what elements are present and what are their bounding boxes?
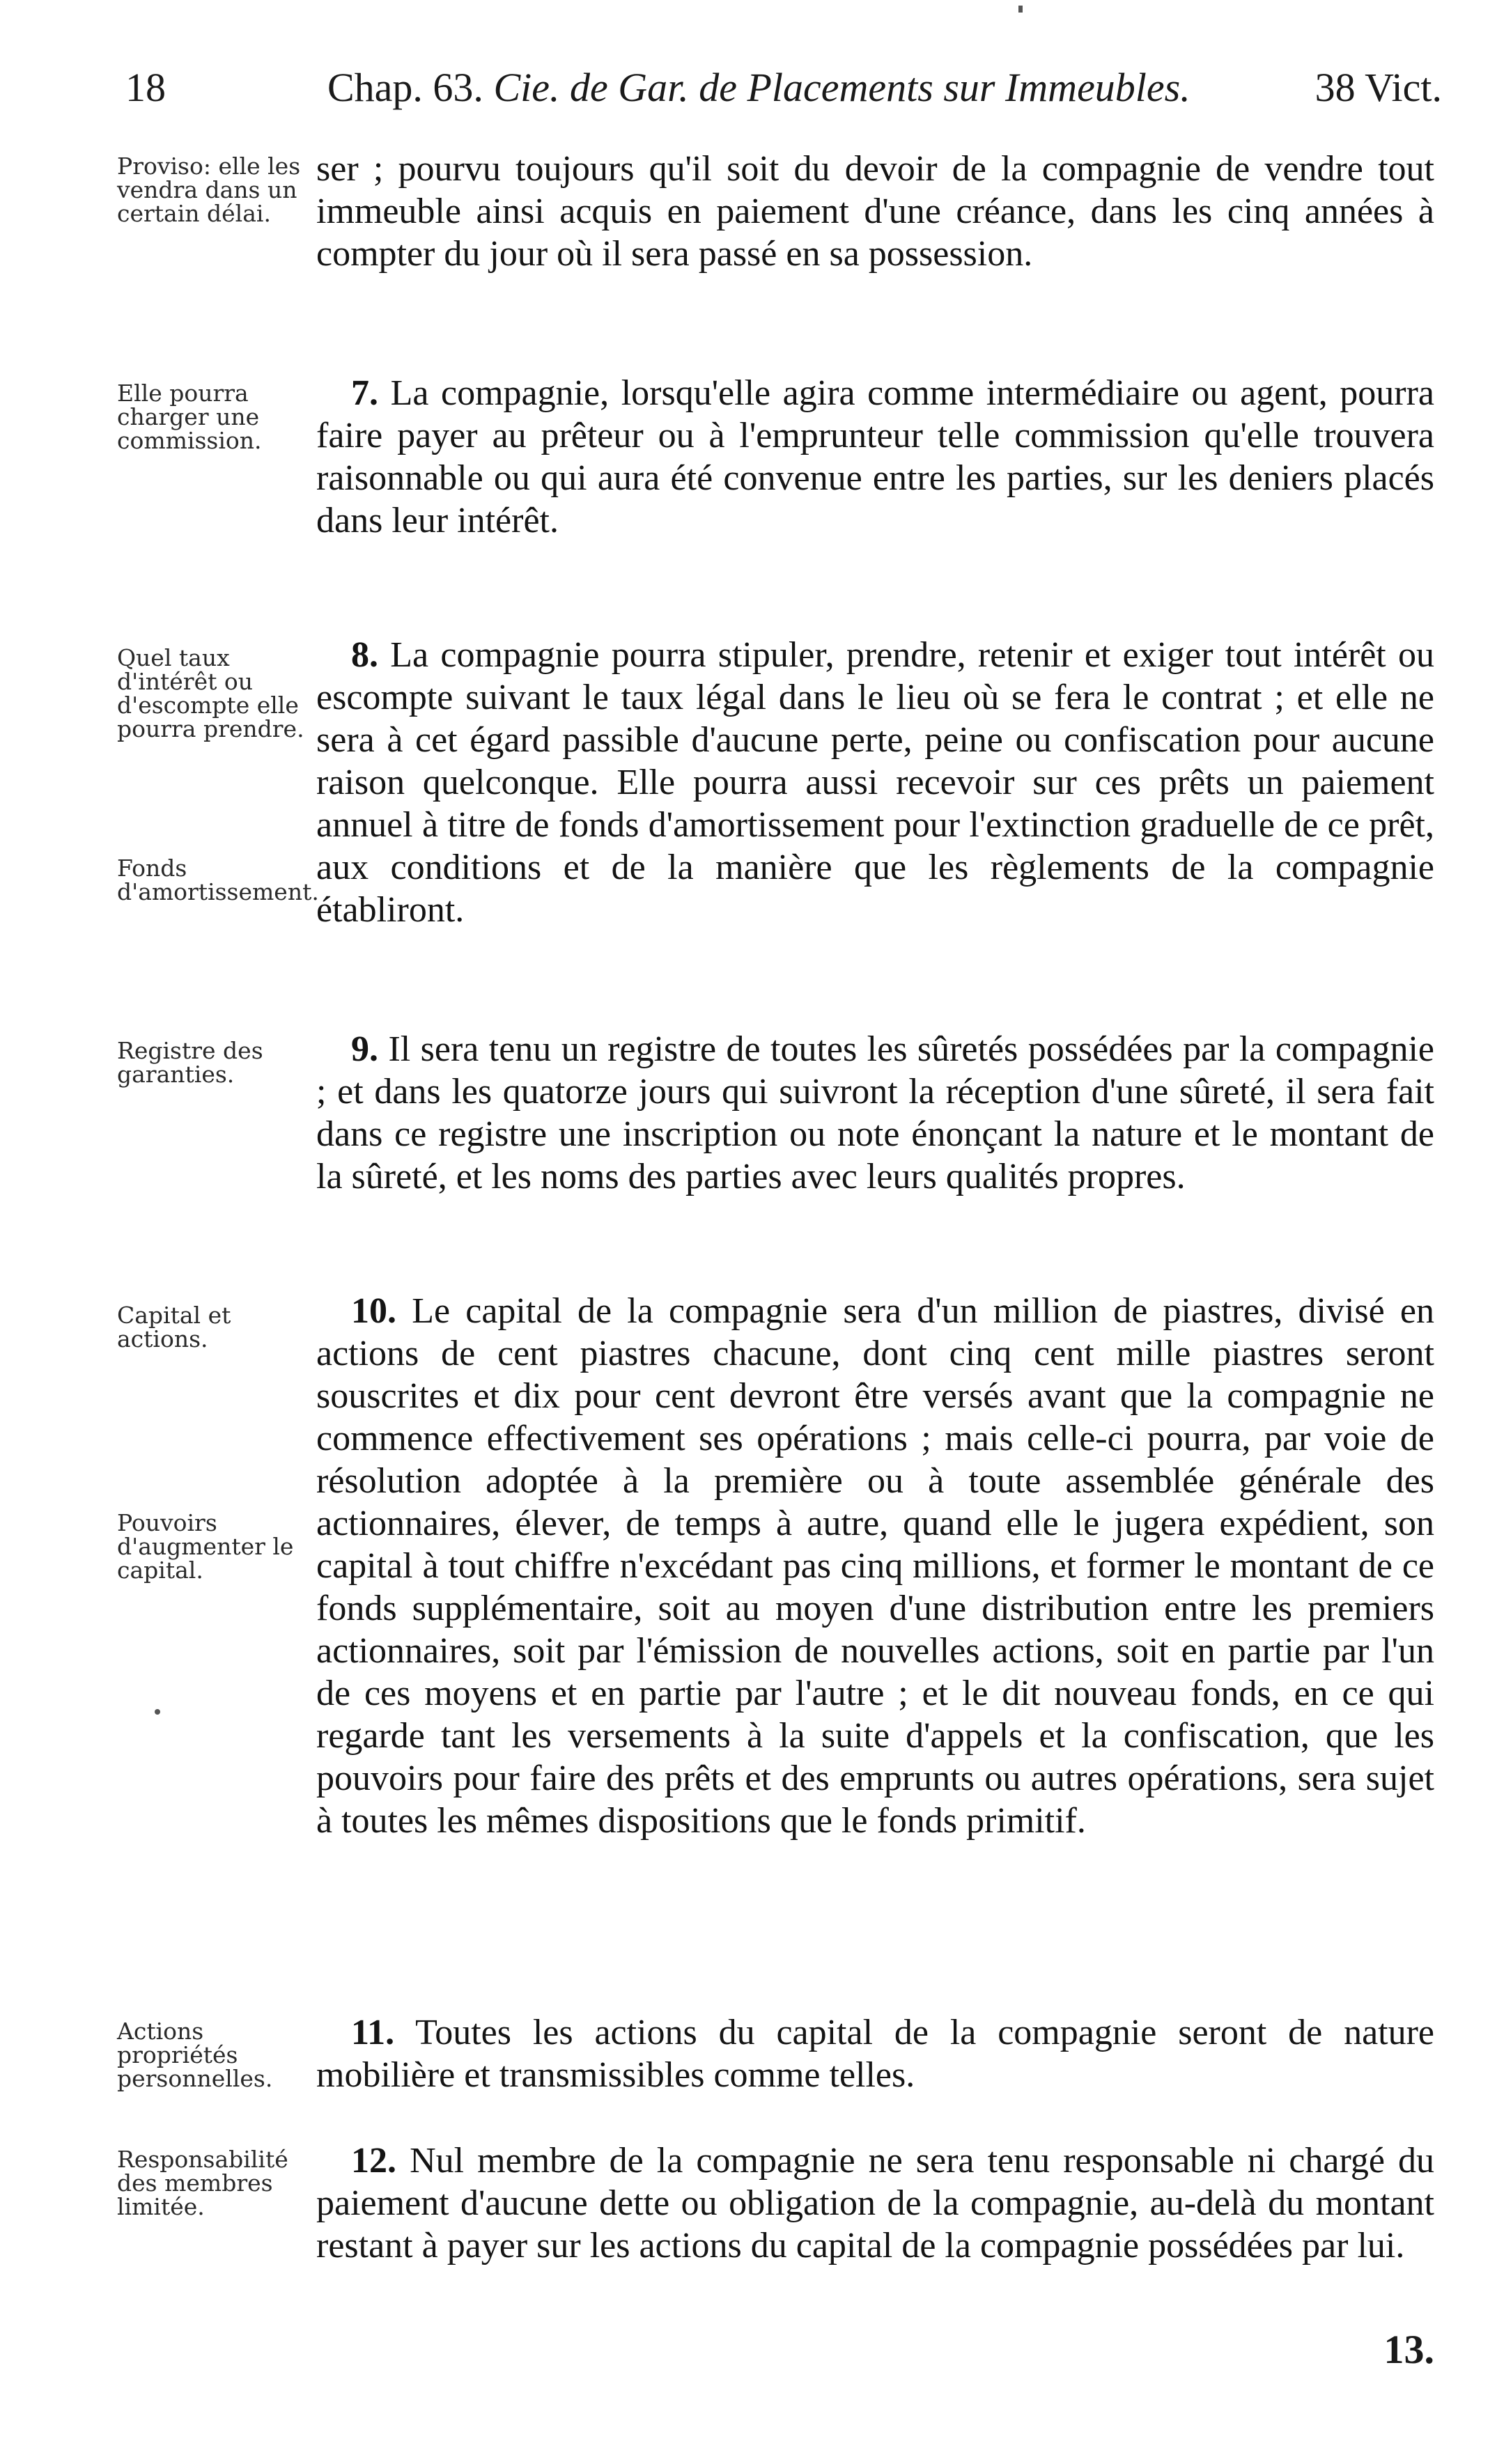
margin-note-responsabilite: Responsabilité des membres limitée. (117, 2146, 288, 2220)
section-8 (316, 634, 1434, 931)
section-text: Nul membre de la compagnie ne sera tenu responsable ni chargé du paiement d'aucune dette ou obligation de la compagnie, au-delà du montant restant à payer sur les actions du capital de la compagnie possédées par lui. (316, 2141, 1434, 2266)
section-proviso-text (316, 148, 1434, 275)
margin-note-pouvoirs: Pouvoirs d'augmenter le capital. (117, 1509, 294, 1584)
section-9 (316, 1028, 1434, 1198)
section-7 (316, 372, 1434, 542)
act-title: Cie. de Gar. de Placements sur Immeubles. (493, 65, 1190, 110)
section-text: Il sera tenu un registre de toutes les sûretés possédées par la compagnie ; et dans les quatorze jours qui suivront la réception d'une sûreté, il sera fait dans ce registre une inscription ou note énonçant la nature et le montant de la sûreté, et les noms des parties avec leurs qualités propres. (316, 1029, 1435, 1196)
page-number: 18 (125, 65, 166, 110)
margin-note-proviso: Proviso: elle les vendra dans un certain délai. (117, 153, 301, 227)
chapter-label: Chap. 63. (327, 65, 483, 110)
section-number: 10. (351, 1291, 396, 1331)
margin-note-capital: Capital et actions. (117, 1302, 231, 1352)
catchword: 13. (1383, 2327, 1434, 2372)
print-mark (1018, 6, 1023, 13)
chapter-line (327, 64, 1190, 111)
section-11 (316, 2011, 1434, 2096)
running-header (125, 64, 1442, 120)
section-number: 9. (351, 1029, 378, 1069)
section-text: La compagnie, lorsqu'elle agira comme intermédiaire ou agent, pourra faire payer au prêteur ou à l'emprunteur telle commission qu'elle trouvera raisonnable ou qui aura été convenue entre les parties, sur les deniers placés dans leur intérêt. (316, 373, 1435, 540)
section-10 (316, 1290, 1434, 1842)
section-number: 8. (351, 635, 378, 675)
margin-note-commission: Elle pourra charger une commission. (117, 380, 262, 454)
regnal-year: 38 Vict. (1314, 65, 1442, 110)
section-number: 7. (351, 373, 378, 413)
section-text: Toutes les actions du capital de la compagnie seront de nature mobilière et transmissibles comme telles. (316, 2013, 1435, 2095)
margin-note-registre: Registre des garanties. (117, 1037, 263, 1088)
margin-note-interet: Quel taux d'intérêt ou d'escompte elle pourra prendre. (117, 644, 304, 742)
margin-note-amortissement: Fonds d'amortissement. (117, 855, 319, 905)
section-text: ser ; pourvu toujours qu'il soit du devoir de la compagnie de vendre tout immeuble ainsi acquis en paiement d'une créance, dans les cinq années à compter du jour où il sera passé en sa possession. (316, 149, 1434, 274)
section-text: Le capital de la compagnie sera d'un million de piastres, divisé en actions de cent piastres chacune, dont cinq cent mille piastres seront souscrites et dix pour cent devront être versés avant que la compagnie ne commence effectivement ses opérations ; mais celle-ci pourra, par voie de résolution adoptée à la première ou à toute assemblée générale des actionnaires, élever, de temps à autre, quand elle le jugera expédient, son capital à tout chiffre n'excédant pas cinq millions, et former le montant de ce fonds supplémentaire, soit au moyen d'une distribution entre les premiers actionnaires, soit par l'émission de nouvelles actions, soit en partie par l'un de ces moyens et en partie par l'autre ; et le dit nouveau fonds, en ce qui regarde tant les versements à la suite d'appels et la confiscation, que les pouvoirs pour faire des prêts et des emprunts ou autres opérations, sera sujet à toutes les mêmes dispositions que le fonds primitif. (316, 1291, 1435, 1841)
section-12 (316, 2139, 1434, 2267)
margin-note-actions: Actions propriétés personnelles. (117, 2018, 273, 2092)
section-text: La compagnie pourra stipuler, prendre, retenir et exiger tout intérêt ou escompte suivant le taux légal dans le lieu où se fera le contrat ; et elle ne sera à cet égard passible d'aucune perte, peine ou confiscation pour aucune raison quelconque. Elle pourra aussi recevoir sur ces prêts un paiement annuel à titre de fonds d'amortissement pour l'extinction graduelle de ce prêt, aux conditions et de la manière que les règlements de la compagnie établiront. (316, 635, 1435, 930)
margin-dot (155, 1709, 160, 1715)
section-number: 12. (351, 2141, 396, 2181)
section-number: 11. (351, 2013, 395, 2052)
